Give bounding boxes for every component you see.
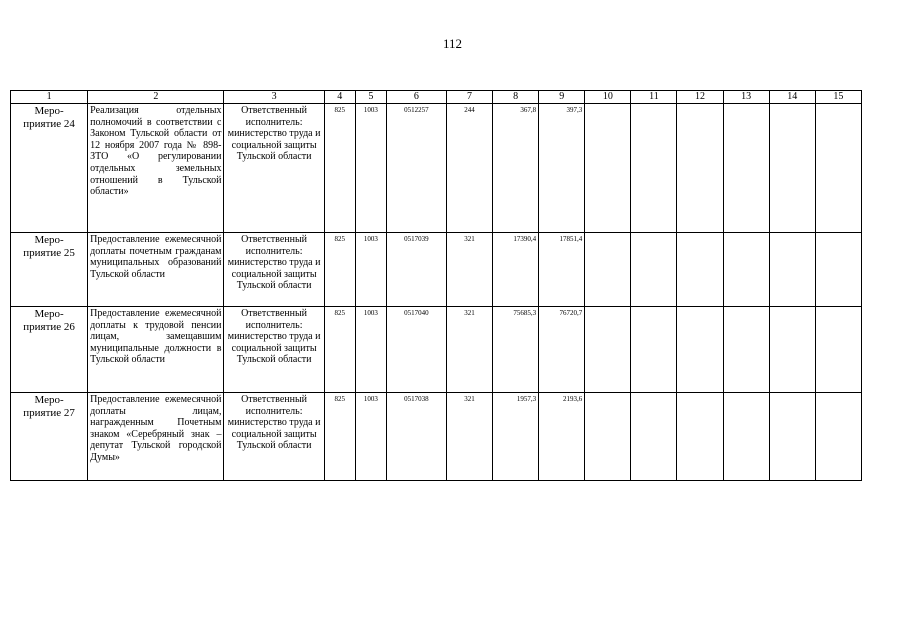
cell-value-10 — [585, 393, 631, 481]
cell-value-13 — [723, 104, 769, 233]
cell-value-10 — [585, 307, 631, 393]
row-executor: Ответственный исполнитель: министерство труда и социальной защиты Тульской области — [224, 104, 324, 233]
col-header-8: 8 — [493, 91, 539, 104]
cell-vr: 244 — [446, 104, 492, 233]
page-number: 112 — [442, 36, 463, 51]
row-executor: Ответственный исполнитель: министерство труда и социальной защиты Тульской области — [224, 393, 324, 481]
row-executor: Ответственный исполнитель: министерство труда и социальной защиты Тульской области — [224, 307, 324, 393]
col-header-12: 12 — [677, 91, 723, 104]
col-header-2: 2 — [88, 91, 224, 104]
col-header-13: 13 — [723, 91, 769, 104]
row-label — [11, 233, 88, 307]
cell-value-15 — [815, 307, 861, 393]
col-header-11: 11 — [631, 91, 677, 104]
col-header-15: 15 — [815, 91, 861, 104]
row-label-text: Меро- приятие 24 — [23, 105, 75, 130]
cell-value-10 — [585, 104, 631, 233]
cell-value-9: 17851,4 — [539, 233, 585, 307]
cell-value-14 — [769, 233, 815, 307]
cell-grbs: 825 — [324, 307, 355, 393]
cell-value-12 — [677, 233, 723, 307]
cell-value-11 — [631, 233, 677, 307]
row-label-text: Меро- приятие 27 — [23, 394, 75, 419]
row-description: Предоставление ежемесячной доплаты лицам, награжденным Почетным знаком «Серебряный знак – депутат Тульской городской Думы» — [88, 393, 224, 481]
row-label — [11, 307, 88, 393]
cell-value-15 — [815, 233, 861, 307]
cell-value-13 — [723, 393, 769, 481]
cell-value-9: 76720,7 — [539, 307, 585, 393]
cell-csr: 0517039 — [386, 233, 446, 307]
cell-rzpr: 1003 — [355, 104, 386, 233]
cell-value-11 — [631, 307, 677, 393]
table-row — [11, 393, 862, 481]
cell-rzpr: 1003 — [355, 393, 386, 481]
cell-value-10 — [585, 233, 631, 307]
cell-grbs: 825 — [324, 393, 355, 481]
cell-csr: 0512257 — [386, 104, 446, 233]
row-label — [11, 393, 88, 481]
row-description: Реализация отдельных полномочий в соответствии с Законом Тульской области от 12 ноября 2007 года № 898-ЗТО «О регулировании отдельных земельных отношений в Тульской области» — [88, 104, 224, 233]
col-header-4: 4 — [324, 91, 355, 104]
cell-value-14 — [769, 393, 815, 481]
row-label-text: Меро- приятие 26 — [23, 308, 75, 333]
cell-value-8: 1957,3 — [493, 393, 539, 481]
header-row — [11, 91, 862, 104]
col-header-6: 6 — [386, 91, 446, 104]
cell-vr: 321 — [446, 307, 492, 393]
col-header-10: 10 — [585, 91, 631, 104]
cell-value-9: 397,3 — [539, 104, 585, 233]
cell-value-8: 75685,3 — [493, 307, 539, 393]
row-label — [11, 104, 88, 233]
cell-csr: 0517038 — [386, 393, 446, 481]
col-header-3: 3 — [224, 91, 324, 104]
row-description: Предоставление ежемесячной доплаты к трудовой пенсии лицам, замещавшим муниципальные должности в Тульской области — [88, 307, 224, 393]
cell-value-13 — [723, 233, 769, 307]
cell-vr: 321 — [446, 393, 492, 481]
cell-value-12 — [677, 393, 723, 481]
cell-value-11 — [631, 104, 677, 233]
row-description: Предоставление ежемесячной доплаты почетным гражданам муниципальных образований Тульской области — [88, 233, 224, 307]
col-header-5: 5 — [355, 91, 386, 104]
cell-value-12 — [677, 307, 723, 393]
cell-value-14 — [769, 104, 815, 233]
col-header-14: 14 — [769, 91, 815, 104]
cell-vr: 321 — [446, 233, 492, 307]
row-executor: Ответственный исполнитель: министерство труда и социальной защиты Тульской области — [224, 233, 324, 307]
table-row — [11, 307, 862, 393]
cell-rzpr: 1003 — [355, 233, 386, 307]
table-row — [11, 233, 862, 307]
row-label-text: Меро- приятие 25 — [23, 234, 75, 259]
col-header-7: 7 — [446, 91, 492, 104]
cell-rzpr: 1003 — [355, 307, 386, 393]
cell-value-11 — [631, 393, 677, 481]
cell-value-8: 367,8 — [493, 104, 539, 233]
table-row — [11, 104, 862, 233]
cell-value-15 — [815, 393, 861, 481]
cell-grbs: 825 — [324, 104, 355, 233]
cell-value-15 — [815, 104, 861, 233]
cell-value-12 — [677, 104, 723, 233]
col-header-1: 1 — [11, 91, 88, 104]
cell-csr: 0517040 — [386, 307, 446, 393]
cell-grbs: 825 — [324, 233, 355, 307]
cell-value-13 — [723, 307, 769, 393]
cell-value-9: 2193,6 — [539, 393, 585, 481]
col-header-9: 9 — [539, 91, 585, 104]
cell-value-14 — [769, 307, 815, 393]
cell-value-8: 17390,4 — [493, 233, 539, 307]
budget-table — [10, 90, 862, 481]
